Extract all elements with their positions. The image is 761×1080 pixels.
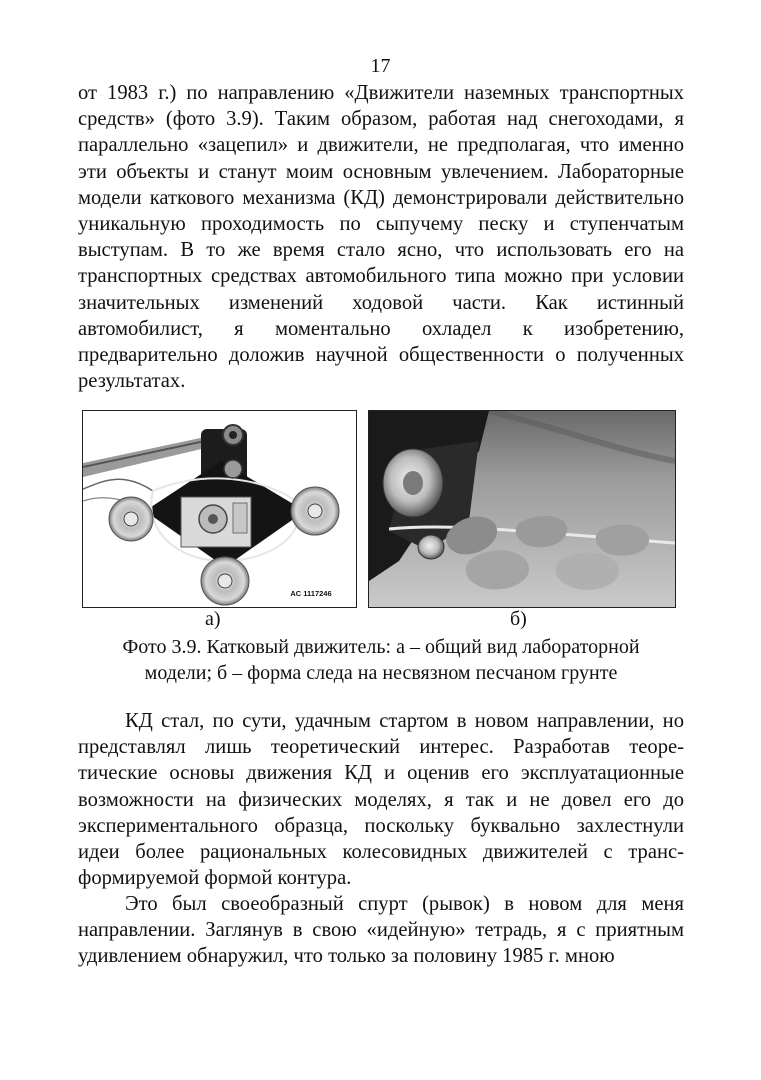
photo-a-label: а) [205,608,221,630]
page-number: 17 [370,55,391,77]
body-paragraph-1: от 1983 г.) по направлению «Движители наземных транспортных средств» (фото 3.9). Таким образом, работая над снегоходами, я параллельно «зацепил» и движители, не предполагая, что именно эти объекты и станут моим основным увлечением. Лабораторные модели каткового механизма (КД) демонстрировали действительно уникальную проходимость по сыпучему песку и ступенчатым выступам. В то же время стало ясно, что использовать его на транспортных средствах автомобильного типа можно при условии значительных изменений ходовой части. Как истинный автомобилист, я моментально охладел к изобретению, предварительно доложив научной общественности о полученных результатах. [78,82,684,393]
body-paragraph-3: Это был своеобразный спурт (рывок) в новом для меня направлении. Заглянув в свою «идейную» тетрадь, я с приятным удивлением обнаружил, что только за половину 1985 г. мною [78,893,684,968]
caption-line-1: Фото 3.9. Катковый движитель: а – общий вид лабораторной [122,636,640,658]
body-paragraph-2: КД стал, по сути, удачным стартом в новом направлении, но представлял лишь теоретический интерес. Разработав теоретические основы движения КД и оценив его эксплуатационные возможности на физических моделях, я так и не довел его до экспериментального образца, поскольку буквально захлестнули идеи более рациональных колесовидных движителей с трансформируемой формой контура. [78,710,684,890]
photo-a-lab-model [82,410,357,608]
photo-b-label: б) [510,608,527,630]
figure-caption [78,634,684,686]
caption-line-2: модели; б – форма следа на несвязном песчаном грунте [144,662,618,684]
photo-stamp: AC 1117246 [290,589,332,598]
photo-b-sand-track [368,410,676,608]
